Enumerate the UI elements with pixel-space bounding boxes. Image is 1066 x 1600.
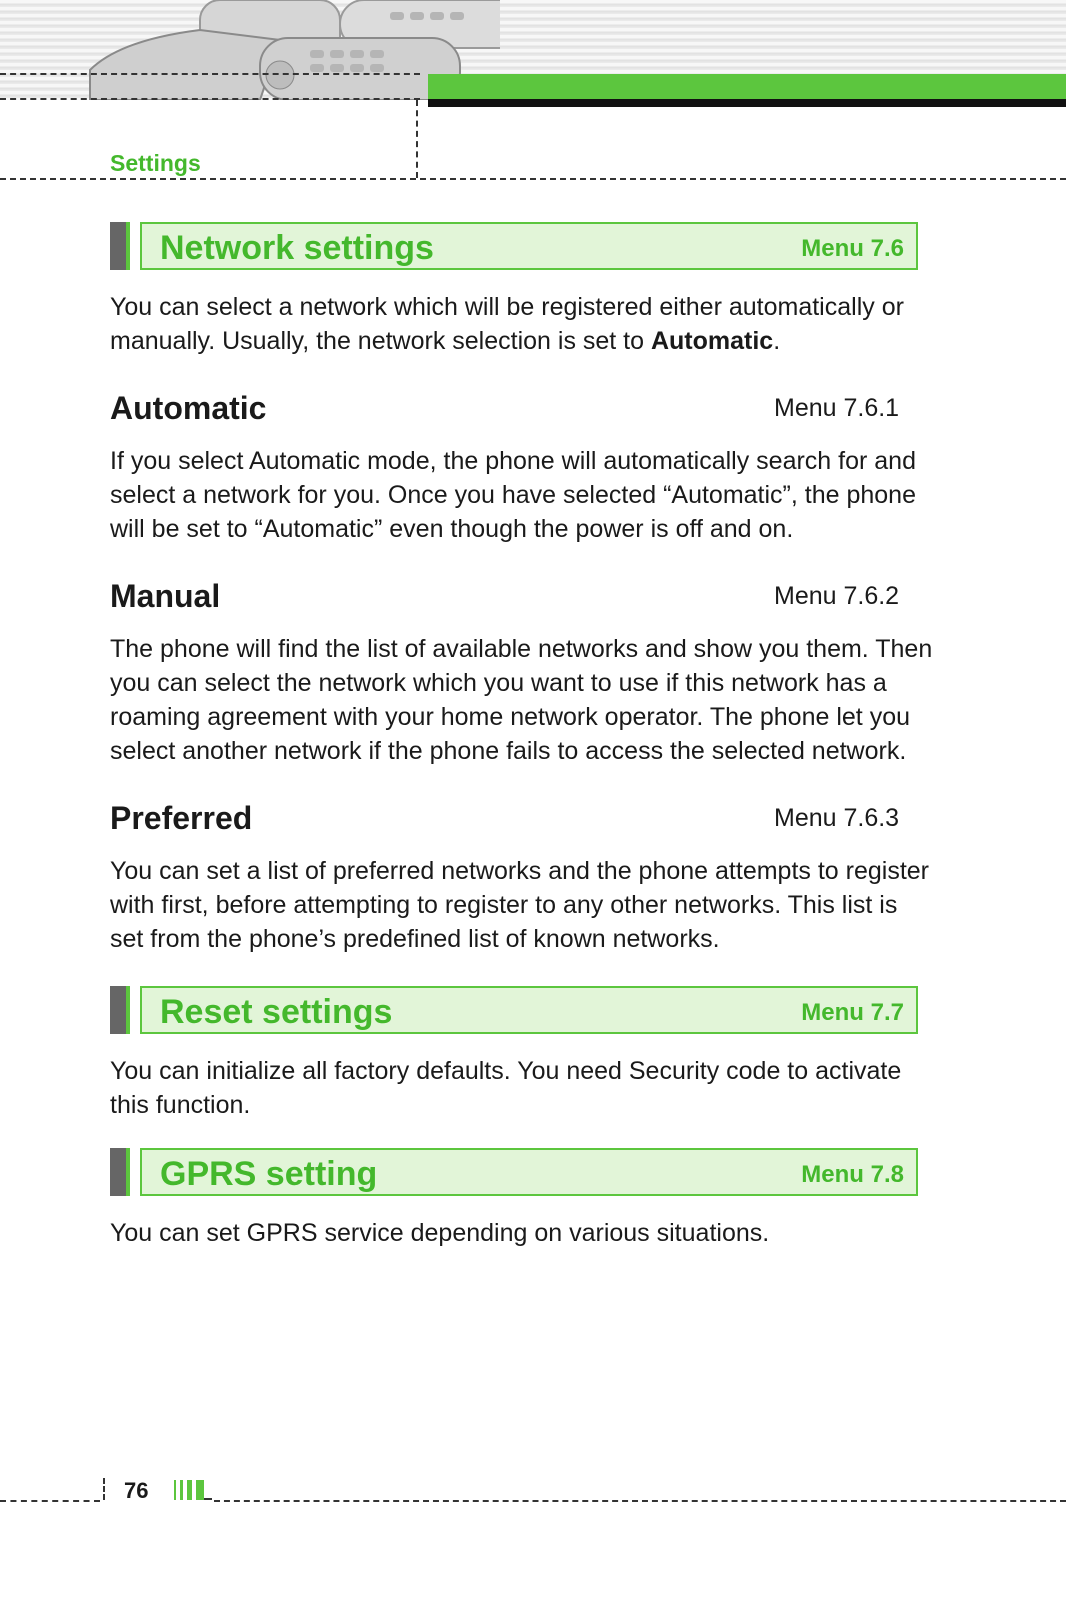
section-label: Settings	[110, 150, 201, 176]
menu-number: Menu 7.6.1	[774, 394, 900, 422]
divider	[0, 73, 420, 75]
subsection-title: Manual	[110, 578, 221, 614]
section-title: GPRS setting	[160, 1155, 378, 1193]
section-header-reset	[110, 986, 936, 1034]
section-title: Network settings	[160, 229, 434, 267]
header-marker	[110, 986, 130, 1034]
body-text: The phone will find the list of available networks and show you them. Then you can select the network which you want to use if this network has a roaming agreement with your home network operator. The phone let you select another network if the phone fails to access the selected network.	[110, 635, 933, 765]
section-header-network	[110, 222, 936, 270]
subsection-manual	[110, 578, 936, 618]
divider	[0, 98, 420, 100]
header-marker	[110, 222, 130, 270]
section-title: Reset settings	[160, 993, 393, 1031]
section-header-gprs	[110, 1148, 936, 1196]
menu-number: Menu 7.6.2	[774, 582, 900, 610]
subsection-title: Automatic	[110, 390, 267, 426]
divider	[103, 1478, 105, 1500]
page-marker-icon	[174, 1478, 214, 1502]
bold-term: Automatic	[650, 327, 774, 355]
header-marker	[110, 1148, 130, 1196]
body-text: You can set a list of preferred networks and the phone attempts to register with first, before attempting to register to any other networks. This list is set from the phone’s predefined list of known networks.	[110, 857, 929, 953]
header-frame	[140, 986, 918, 1034]
menu-number: Menu 7.8	[801, 1161, 904, 1188]
divider	[214, 1500, 1066, 1502]
header-frame	[140, 1148, 918, 1196]
body-text: You can set GPRS service depending on various situations.	[110, 1219, 770, 1247]
divider	[0, 178, 1066, 180]
header-frame	[140, 222, 918, 270]
divider	[0, 1500, 100, 1502]
menu-number: Menu 7.6	[801, 235, 904, 262]
header-green-band	[428, 74, 1066, 107]
subsection-automatic	[110, 390, 936, 430]
page-number: 76	[124, 1478, 149, 1503]
menu-number: Menu 7.7	[801, 999, 904, 1026]
body-text: You can select a network which will be registered either automatically or manually. Usually, the network selection is set to Automatic.	[110, 293, 904, 355]
body-text: If you select Automatic mode, the phone will automatically search for and select a network for you. Once you have selected “Automatic”, the phone will be set to “Automatic” even though the power is off and on.	[110, 447, 916, 543]
menu-number: Menu 7.6.3	[774, 804, 900, 832]
divider	[416, 100, 418, 178]
page-content	[110, 222, 936, 1250]
subsection-preferred	[110, 800, 936, 840]
subsection-title: Preferred	[110, 800, 253, 836]
body-text: You can initialize all factory defaults. You need Security code to activate this function.	[110, 1057, 902, 1119]
